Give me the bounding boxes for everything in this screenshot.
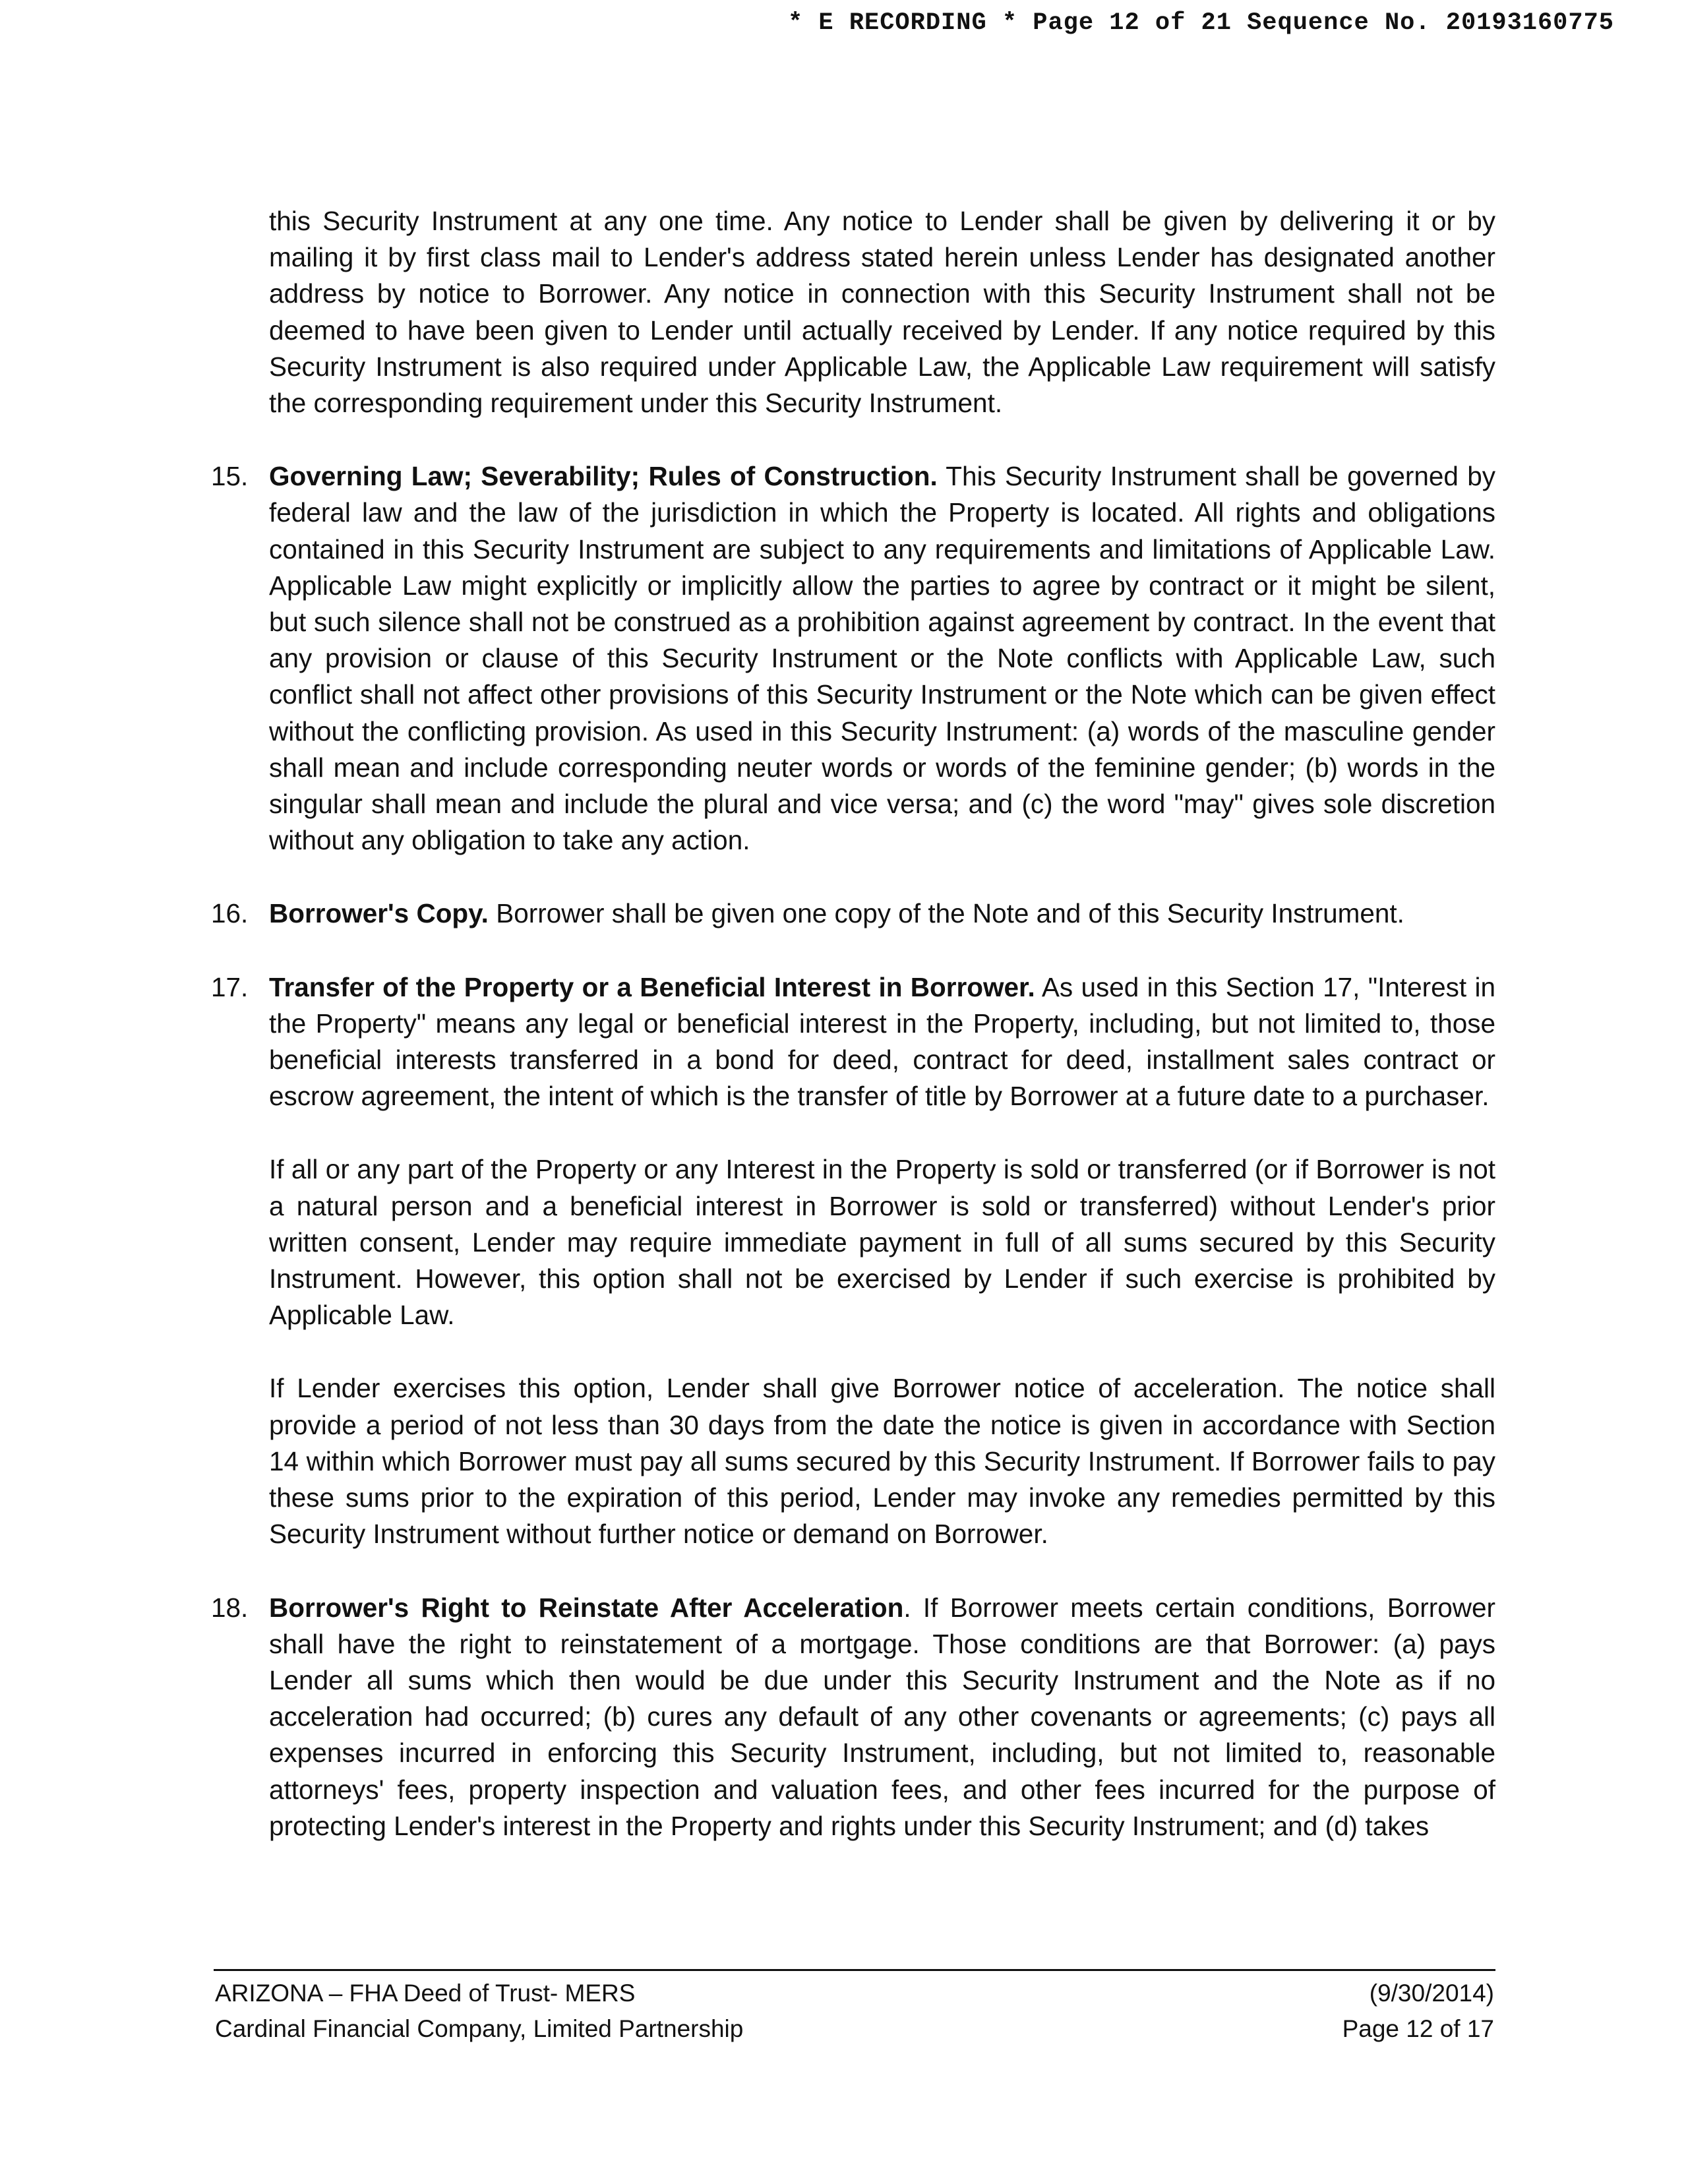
footer-left (215, 1976, 743, 2047)
document-body (211, 203, 1495, 1881)
footer-page-label: Page 12 of 17 (1342, 2015, 1494, 2042)
section-text: This Security Instrument shall be governed by federal law and the law of the jurisdiction in which the Property is located. All rights and obligations contained in this Security Instrument are subject to any requirements and limitations of Applicable Law. Applicable Law might explicitly or implicitly allow the parties to agree by contract or it might be silent, but such silence shall not be construed as a prohibition against agreement by contract. In the event that any provision or clause of this Security Instrument or the Note conflicts with Applicable Law, such conflict shall not affect other provisions of this Security Instrument or the Note which can be given effect without the conflicting provision. As used in this Security Instrument: (a) words of the masculine gender shall mean and include corresponding neuter words or words of the feminine gender; (b) words in the singular shall mean and include the plural and vice versa; and (c) the word "may" gives sole discretion without any obligation to take any action. (269, 461, 1495, 856)
footer-right (1342, 1976, 1494, 2047)
section-17 (211, 969, 1495, 1115)
section-number: 16. (211, 898, 249, 929)
section-17-paragraph: If Lender exercises this option, Lender shall give Borrower notice of acceleration. The notice shall provide a period of not less than 30 days from the date the notice is given in accordance with Section 14 within which Borrower must pay all sums secured by this Security Instrument. If Borrower fails to pay these sums prior to the expiration of this period, Lender may invoke any remedies permitted by this Security Instrument without further notice or demand on Borrower. (269, 1373, 1495, 1550)
recording-header: * E RECORDING * Page 12 of 21 Sequence No. 20193160775 (788, 9, 1614, 37)
section-body (269, 895, 1495, 932)
section-number: 17. (211, 971, 249, 1002)
footer-company: Cardinal Financial Company, Limited Partnership (215, 2015, 744, 2042)
footer-divider (214, 1969, 1495, 1971)
section-16 (211, 895, 1495, 932)
section-body (269, 1590, 1495, 1844)
continued-paragraph: this Security Instrument at any one time. Any notice to Lender shall be given by delivering it or by mailing it by first class mail to Lender's address stated herein unless Lender has designated another address by notice to Borrower. Any notice in connection with this Security Instrument shall not be deemed to have been given to Lender until actually received by Lender. If any notice required by this Security Instrument is also required under Applicable Law, the Applicable Law requirement will satisfy the corresponding requirement under this Security Instrument. (269, 206, 1495, 419)
section-text: . If Borrower meets certain conditions, Borrower shall have the right to reinstatement of a mortgage. Those conditions are that Borrower: (a) pays Lender all sums which then would be due under this Security Instrument and the Note as if no acceleration had occurred; (b) cures any default of any other covenants or agreements; (c) pays all expenses incurred in enforcing this Security Instrument, including, but not limited to, reasonable attorneys' fees, property inspection and valuation fees, and other fees incurred for the purpose of protecting Lender's interest in the Property and rights under this Security Instrument; and (d) takes (269, 1592, 1495, 1841)
section-number: 18. (211, 1592, 249, 1623)
section-number: 15. (211, 461, 249, 492)
section-15 (211, 458, 1495, 859)
section-body (269, 969, 1495, 1115)
section-text: Borrower shall be given one copy of the Note and of this Security Instrument. (488, 898, 1404, 929)
section-title: Borrower's Copy. (269, 898, 489, 929)
section-text: As used in this Section 17, "Interest in the Property" means any legal or beneficial interest in the Property, including, but not limited to, those beneficial interests transferred in a bond for deed, contract for deed, installment sales contract or escrow agreement, the intent of which is the transfer of title by Borrower at a future date to a purchaser. (269, 971, 1496, 1112)
section-title: Governing Law; Severability; Rules of Construction. (269, 461, 938, 492)
footer-form-date: (9/30/2014) (1369, 1980, 1494, 2007)
section-17-paragraph: If all or any part of the Property or any Interest in the Property is sold or transferred (or if Borrower is not a natural person and a beneficial interest in Borrower is sold or transferred) without Lender's prior written consent, Lender may require immediate payment in full of all sums secured by this Security Instrument. However, this option shall not be exercised by Lender if such exercise is prohibited by Applicable Law. (269, 1154, 1495, 1331)
section-18 (211, 1590, 1495, 1844)
section-body (269, 458, 1495, 859)
section-title: Transfer of the Property or a Beneficial Interest in Borrower. (269, 971, 1035, 1002)
section-title: Borrower's Right to Reinstate After Acceleration (269, 1592, 904, 1623)
footer-form-name: ARIZONA – FHA Deed of Trust- MERS (215, 1980, 636, 2007)
